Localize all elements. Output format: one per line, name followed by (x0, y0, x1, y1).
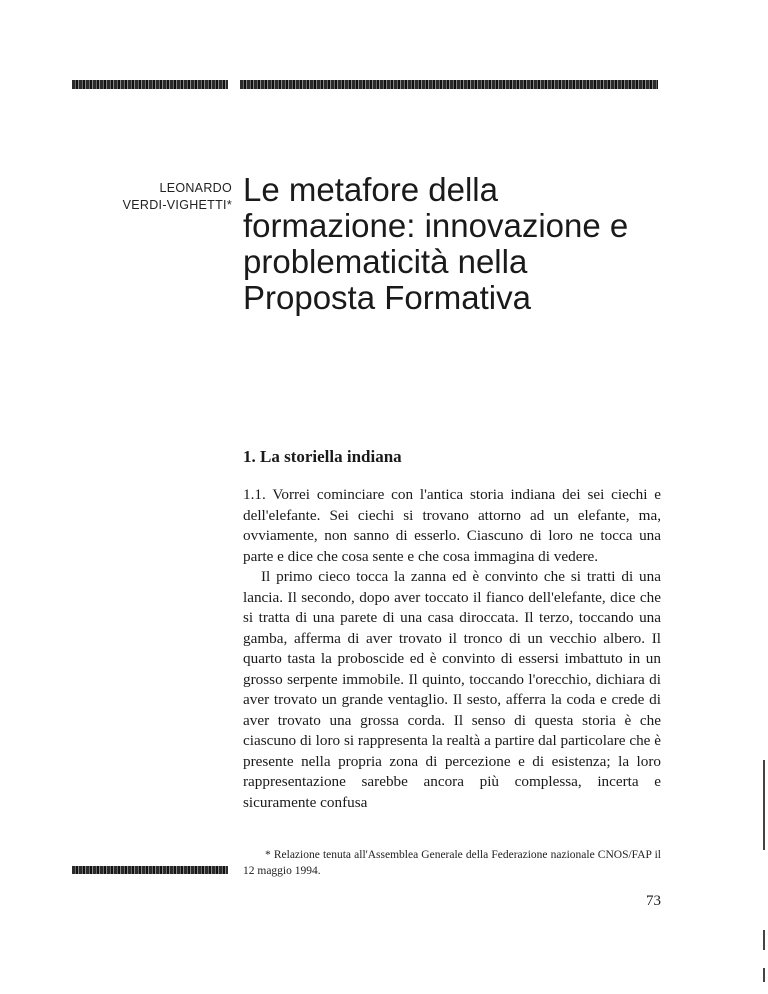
footnote-text: * Relazione tenuta all'Assemblea Generale della Federazione nazionale CNOS/FAP il 12 maggio 1994. (243, 849, 661, 877)
footnote (243, 847, 661, 879)
top-rule-right (240, 80, 658, 89)
title-line: Proposta Formativa (243, 279, 531, 316)
author-name (123, 180, 232, 214)
body-text (243, 485, 661, 813)
article-title (243, 172, 663, 316)
title-line: problematicità nella (243, 243, 528, 280)
scan-edge-mark (763, 968, 765, 982)
top-rule-left (72, 80, 228, 89)
footnote-rule (72, 866, 228, 874)
title-line: Le metafore della (243, 171, 498, 208)
paragraph: 1.1. Vorrei cominciare con l'antica storia indiana dei sei ciechi e dell'elefante. Sei ciechi si trovano attorno ad un elefante, ma, ovviamente, non sanno di esserlo. Ciascuno di loro ne tocca una parte e dice che cosa sente e che cosa immagina di vedere. (243, 486, 661, 565)
page-number: 73 (646, 893, 661, 909)
paragraph: Il primo cieco tocca la zanna ed è convinto che si tratti di una lancia. Il secondo, dopo aver toccato il fianco dell'elefante, dice che si tratta di una parete di una casa diroccata. Il terzo, toccando una gamba, afferma di aver trovato il tronco di un vecchio albero. Il quarto tasta la proboscide ed è convinto di essersi imbattuto in un grosso serpente immobile. Il quinto, toccando l'orecchio, dichiara di aver trovato un grande ventaglio. Il sesto, afferra la coda e crede di aver trovato una grossa corda. Il senso di questa storia è che ciascuno di loro si rappresenta la realtà a partire dal particolare che è presente nella propria zona di percezione e di esistenza; la loro rappresentazione sarebbe ancora più complessa, incerta e sicuramente confusa (243, 568, 661, 811)
author-last-name: VERDI-VIGHETTI* (122, 198, 232, 212)
title-line: formazione: innovazione e (243, 207, 629, 244)
scan-edge-mark (763, 930, 765, 950)
section-heading: 1. La storiella indiana (243, 447, 402, 466)
author-first-name: LEONARDO (159, 181, 232, 195)
scan-edge-mark (763, 760, 765, 850)
